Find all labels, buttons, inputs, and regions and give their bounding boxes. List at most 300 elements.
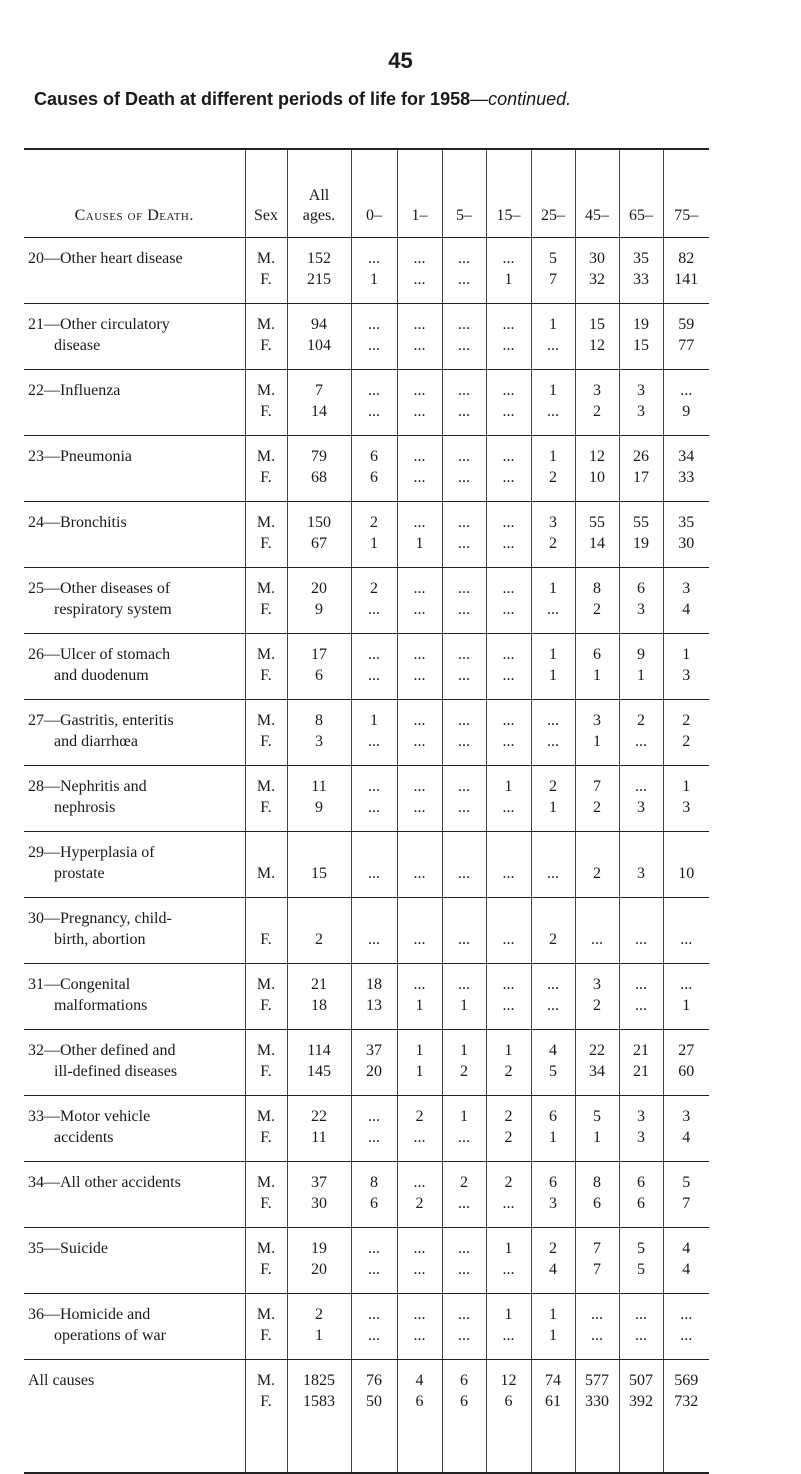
cell-value: 10 (678, 864, 695, 882)
table-row (24, 963, 709, 1029)
table-body (24, 237, 709, 1473)
cell-value: 1 (593, 1128, 601, 1146)
cause-cell (24, 237, 245, 303)
cell-value: 4 (682, 1239, 691, 1257)
cell-value: ... (635, 777, 647, 795)
cause-label: and duodenum (54, 666, 149, 684)
cell-value: 5 (637, 1260, 645, 1278)
cell-value: ... (502, 798, 515, 816)
sex-cell (245, 1029, 287, 1095)
cell-value: 7 (593, 1239, 601, 1257)
cell-value: 1 (549, 798, 557, 816)
cell-value: 82 (678, 249, 695, 267)
cell-value: ... (413, 513, 426, 531)
value-cell (442, 633, 486, 699)
sex-value: M. (256, 777, 276, 795)
cell-value: 77 (678, 336, 695, 354)
cell-value: 21 (633, 1041, 649, 1059)
sex-value: M. (256, 447, 276, 465)
cell-value: 3 (682, 666, 691, 684)
sex-cell (245, 1359, 287, 1473)
cell-value: 2 (460, 1173, 468, 1191)
cell-value: ... (368, 336, 380, 354)
total-row (24, 1359, 709, 1473)
cell-value: ... (547, 711, 559, 729)
cell-value: 2 (504, 1128, 513, 1146)
cell-value: 9 (637, 645, 645, 663)
sex-cell (245, 1161, 287, 1227)
value-cell (531, 1359, 575, 1473)
value-cell (575, 567, 619, 633)
cell-value: 2 (370, 513, 378, 531)
table-row (24, 1095, 709, 1161)
cell-value: 1 (549, 381, 557, 399)
cell-value: 569 (674, 1371, 699, 1389)
cell-value: ... (413, 1239, 426, 1257)
cell-value: 3 (637, 600, 645, 618)
cell-value: ... (458, 645, 470, 663)
value-cell (575, 633, 619, 699)
cell-value: 4 (549, 1041, 557, 1059)
header-age-65: 65– (619, 149, 663, 237)
value-cell (442, 1029, 486, 1095)
cell-value: 9 (315, 798, 323, 816)
value-cell (663, 699, 709, 765)
cell-value: 1 (415, 1062, 424, 1080)
value-cell (287, 1161, 351, 1227)
cell-value: ... (413, 930, 426, 948)
value-cell (619, 897, 663, 963)
cell-value: 5 (549, 249, 557, 267)
cell-value: 55 (633, 513, 649, 531)
value-cell (663, 303, 709, 369)
value-cell (619, 633, 663, 699)
cause-label: 36—Homicide and (28, 1305, 151, 1323)
sex-value: M. (256, 1371, 276, 1389)
sex-value: M. (256, 711, 276, 729)
value-cell (397, 699, 442, 765)
value-cell (442, 963, 486, 1029)
value-cell (619, 1227, 663, 1293)
cell-value: 1 (504, 1305, 513, 1323)
cell-value: 19 (633, 534, 649, 552)
cause-label: 22—Influenza (28, 381, 121, 399)
cell-value: ... (680, 1326, 693, 1344)
cause-cell (24, 1359, 245, 1473)
cell-value: 50 (366, 1392, 382, 1410)
cell-value: 2 (549, 777, 557, 795)
cell-value (664, 842, 710, 863)
cell-value: 14 (311, 402, 327, 420)
cell-value: 1 (415, 1041, 424, 1059)
cause-label: All causes (28, 1371, 95, 1389)
cell-value (288, 842, 351, 863)
value-cell (287, 567, 351, 633)
value-cell (531, 237, 575, 303)
value-cell (287, 963, 351, 1029)
cell-value: 2 (593, 600, 601, 618)
cell-value: ... (413, 711, 426, 729)
value-cell (575, 303, 619, 369)
cell-value: ... (502, 336, 515, 354)
cell-value: ... (502, 579, 515, 597)
cell-value: ... (547, 600, 559, 618)
value-cell (351, 1161, 397, 1227)
cell-value: ... (502, 930, 515, 948)
sex-value: F. (260, 1326, 272, 1344)
cell-value: ... (547, 732, 559, 750)
cell-value: 15 (589, 315, 605, 333)
value-cell (351, 1029, 397, 1095)
cell-value: 152 (307, 249, 331, 267)
cell-value: ... (635, 996, 647, 1014)
cell-value: 1583 (303, 1392, 335, 1410)
value-cell (663, 435, 709, 501)
cell-value: ... (680, 975, 693, 993)
cause-cell (24, 1161, 245, 1227)
cell-value: 11 (311, 777, 327, 795)
cell-value: ... (502, 249, 515, 267)
cell-value: 5 (637, 1239, 645, 1257)
sex-cell (245, 699, 287, 765)
header-age-45: 45– (575, 149, 619, 237)
header-sex: Sex (245, 149, 287, 237)
cell-value (288, 908, 351, 929)
cause-cell (24, 1029, 245, 1095)
cell-value (664, 908, 710, 929)
sex-value: F. (260, 270, 272, 288)
sex-value: F. (260, 1392, 272, 1410)
cause-label: 26—Ulcer of stomach (28, 645, 171, 663)
cell-value: ... (458, 1305, 470, 1323)
cell-value: ... (458, 864, 470, 882)
cell-value: ... (368, 666, 380, 684)
cell-value: ... (591, 1305, 603, 1323)
cause-cell (24, 831, 245, 897)
cell-value: 2 (549, 534, 557, 552)
value-cell (442, 699, 486, 765)
cause-cell (24, 435, 245, 501)
value-cell (486, 1293, 531, 1359)
cell-value: 3 (637, 798, 645, 816)
cell-value: 6 (460, 1392, 468, 1410)
value-cell (575, 501, 619, 567)
value-cell (619, 1095, 663, 1161)
cell-value: 3 (682, 798, 691, 816)
cell-value: ... (413, 666, 426, 684)
cell-value: 2 (593, 996, 601, 1014)
sex-value: M. (256, 645, 276, 663)
cell-value (398, 842, 442, 863)
value-cell (663, 1293, 709, 1359)
page-title (34, 89, 774, 110)
value-cell (442, 897, 486, 963)
cell-value: ... (413, 798, 426, 816)
value-cell (287, 765, 351, 831)
sex-value: F. (260, 1128, 272, 1146)
cell-value: 215 (307, 270, 331, 288)
value-cell (575, 831, 619, 897)
table-row (24, 1161, 709, 1227)
value-cell (397, 1359, 442, 1473)
cell-value (576, 908, 619, 929)
cell-value: 2 (504, 1173, 513, 1191)
cell-value: ... (368, 1305, 380, 1323)
cell-value: 1 (504, 270, 513, 288)
value-cell (619, 237, 663, 303)
value-cell (287, 1095, 351, 1161)
value-cell (531, 963, 575, 1029)
sex-value: M. (256, 579, 276, 597)
cause-cell (24, 963, 245, 1029)
sex-cell (245, 765, 287, 831)
value-cell (351, 897, 397, 963)
value-cell (619, 963, 663, 1029)
sex-value: M. (256, 864, 276, 882)
cell-value: 67 (311, 534, 327, 552)
header-all-ages: All ages. (287, 149, 351, 237)
cell-value: 8 (593, 1173, 601, 1191)
cell-value: ... (458, 534, 470, 552)
value-cell (351, 567, 397, 633)
cell-value: 3 (637, 402, 645, 420)
cause-cell (24, 1095, 245, 1161)
cell-value: 1 (549, 645, 557, 663)
cell-value: 145 (307, 1062, 331, 1080)
cell-value: 19 (311, 1239, 327, 1257)
cell-value: ... (413, 975, 426, 993)
cell-value: 9 (682, 402, 691, 420)
sex-value: F. (260, 534, 272, 552)
cell-value: 6 (593, 645, 601, 663)
value-cell (531, 501, 575, 567)
cell-value: 1 (593, 732, 601, 750)
cell-value: 1 (370, 711, 378, 729)
value-cell (575, 1029, 619, 1095)
cell-value: ... (368, 930, 380, 948)
cause-label: 27—Gastritis, enteritis (28, 711, 174, 729)
cell-value: 6 (637, 1173, 645, 1191)
value-cell (351, 963, 397, 1029)
table-row (24, 633, 709, 699)
value-cell (442, 1161, 486, 1227)
cell-value: ... (502, 1326, 515, 1344)
cell-value: 33 (633, 270, 649, 288)
value-cell (663, 1095, 709, 1161)
cell-value: 68 (311, 468, 327, 486)
value-cell (663, 963, 709, 1029)
cause-label: 35—Suicide (28, 1239, 108, 1257)
page-number: 45 (388, 48, 413, 73)
cause-cell (24, 369, 245, 435)
cell-value: ... (368, 249, 380, 267)
value-cell (397, 501, 442, 567)
value-cell (287, 1293, 351, 1359)
cell-value: ... (547, 336, 559, 354)
cell-value: 17 (311, 645, 327, 663)
value-cell (619, 369, 663, 435)
table-row (24, 831, 709, 897)
cell-value: 21 (633, 1062, 649, 1080)
cell-value: 18 (311, 996, 327, 1014)
cell-value: ... (502, 513, 515, 531)
sex-cell (245, 831, 287, 897)
cell-value: ... (368, 1326, 380, 1344)
cell-value: ... (591, 930, 603, 948)
table-row (24, 1029, 709, 1095)
sex-value: M. (256, 1239, 276, 1257)
value-cell (531, 1227, 575, 1293)
cell-value: ... (458, 402, 470, 420)
cell-value: 8 (370, 1173, 378, 1191)
value-cell (531, 1095, 575, 1161)
cell-value: 8 (593, 579, 601, 597)
value-cell (397, 303, 442, 369)
cell-value: 76 (366, 1371, 382, 1389)
sex-cell (245, 369, 287, 435)
cell-value: ... (502, 1260, 515, 1278)
cell-value: 32 (589, 270, 605, 288)
cell-value: 74 (545, 1371, 561, 1389)
cell-value: ... (413, 270, 426, 288)
value-cell (663, 633, 709, 699)
cause-label: 20—Other heart disease (28, 249, 183, 267)
cause-label: disease (54, 336, 101, 354)
cell-value: 1 (549, 1128, 557, 1146)
value-cell (442, 303, 486, 369)
value-cell (486, 237, 531, 303)
sex-value: F. (260, 402, 272, 420)
cell-value: ... (502, 402, 515, 420)
value-cell (619, 435, 663, 501)
cause-label: and diarrhœa (54, 732, 138, 750)
cell-value: 12 (500, 1371, 517, 1389)
value-cell (442, 1095, 486, 1161)
cell-value (532, 908, 575, 929)
sex-value: M. (256, 513, 276, 531)
cell-value: 10 (589, 468, 605, 486)
value-cell (287, 831, 351, 897)
cell-value: 34 (678, 447, 695, 465)
value-cell (619, 765, 663, 831)
cell-value (620, 908, 663, 929)
cell-value: 18 (366, 975, 382, 993)
cell-value: 6 (370, 447, 378, 465)
cell-value: ... (368, 732, 380, 750)
cell-value: ... (502, 447, 515, 465)
cell-value: ... (635, 732, 647, 750)
value-cell (575, 1161, 619, 1227)
cell-value: 3 (682, 1107, 691, 1125)
cell-value: ... (368, 600, 380, 618)
cell-value: ... (413, 864, 426, 882)
value-cell (486, 1029, 531, 1095)
cell-value: 1 (549, 1326, 557, 1344)
cell-value: 114 (307, 1041, 331, 1059)
value-cell (351, 369, 397, 435)
value-cell (531, 897, 575, 963)
value-cell (351, 237, 397, 303)
cell-value: 2 (637, 711, 645, 729)
cell-value: 27 (678, 1041, 695, 1059)
cell-value: 2 (415, 1194, 424, 1212)
cell-value: 6 (549, 1107, 557, 1125)
value-cell (575, 963, 619, 1029)
value-cell (531, 633, 575, 699)
value-cell (287, 1029, 351, 1095)
header-causes: Causes of Death. (24, 149, 245, 237)
sex-value: M. (256, 975, 276, 993)
cell-value: 3 (593, 711, 601, 729)
cell-value: 1825 (303, 1371, 335, 1389)
cell-value: 7 (593, 1260, 601, 1278)
cell-value: 12 (589, 447, 605, 465)
value-cell (351, 303, 397, 369)
cell-value: ... (413, 1173, 426, 1191)
header-age-5: 5– (442, 149, 486, 237)
cell-value: ... (502, 645, 515, 663)
cell-value: 17 (633, 468, 649, 486)
value-cell (619, 303, 663, 369)
table-row (24, 699, 709, 765)
cell-value: ... (680, 381, 693, 399)
cell-value: ... (502, 864, 515, 882)
cause-label: accidents (54, 1128, 114, 1146)
cell-value: 2 (682, 711, 691, 729)
sex-value: F. (260, 468, 272, 486)
cell-value: ... (368, 315, 380, 333)
cell-value: 3 (593, 381, 601, 399)
cell-value: 1 (415, 534, 424, 552)
value-cell (663, 237, 709, 303)
cause-cell (24, 1227, 245, 1293)
sex-value: F. (260, 732, 272, 750)
value-cell (619, 1359, 663, 1473)
value-cell (531, 1293, 575, 1359)
value-cell (663, 369, 709, 435)
value-cell (442, 369, 486, 435)
sex-value: F. (260, 996, 272, 1014)
table-row (24, 567, 709, 633)
cause-label: ill-defined diseases (54, 1062, 178, 1080)
value-cell (397, 765, 442, 831)
cause-label: malformations (54, 996, 148, 1014)
cell-value: 6 (370, 468, 378, 486)
cause-label: 21—Other circulatory (28, 315, 170, 333)
header-age-75: 75– (663, 149, 709, 237)
cell-value: ... (413, 645, 426, 663)
sex-cell (245, 963, 287, 1029)
header-age-25: 25– (531, 149, 575, 237)
value-cell (575, 699, 619, 765)
value-cell (486, 765, 531, 831)
cause-label: operations of war (54, 1326, 166, 1344)
table-row (24, 237, 709, 303)
value-cell (287, 501, 351, 567)
cell-value: 55 (589, 513, 605, 531)
cell-value (443, 842, 486, 863)
value-cell (351, 699, 397, 765)
causes-of-death-table (24, 148, 709, 1474)
cell-value: 1 (682, 777, 691, 795)
value-cell (663, 1161, 709, 1227)
value-cell (397, 1095, 442, 1161)
cell-value: 1 (549, 1305, 557, 1323)
value-cell (287, 237, 351, 303)
value-cell (486, 303, 531, 369)
cell-value: 6 (549, 1173, 557, 1191)
cell-value: 8 (315, 711, 323, 729)
